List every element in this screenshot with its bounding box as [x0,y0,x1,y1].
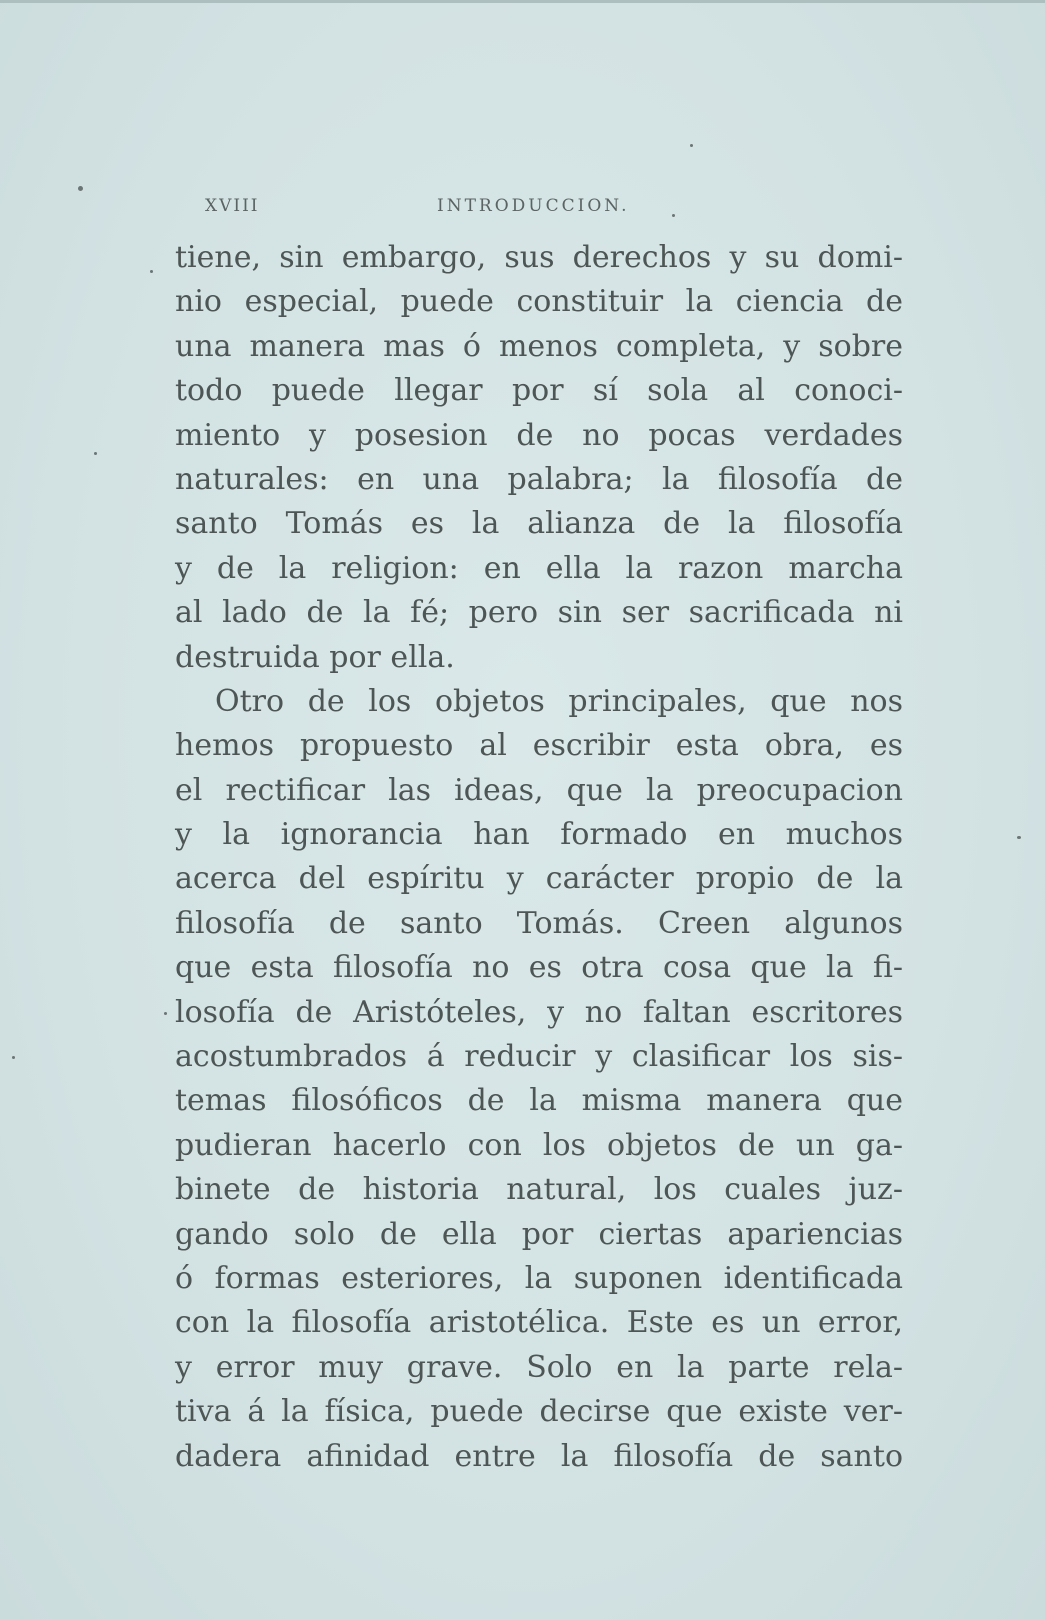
text-line: acerca del espíritu y carácter propio de la [175,861,903,897]
text-line: ó formas esteriores, la suponen identificada [175,1260,903,1296]
body-text [175,236,903,1479]
text-line: tiva á la física, puede decirse que existe ver- [175,1394,903,1430]
text-line: losofía de Aristóteles, y no faltan escritores [175,994,903,1030]
text-line: una manera mas ó menos completa, y sobre [175,328,903,364]
text-line: binete de historia natural, los cuales juz- [175,1172,903,1208]
text-line: destruida por ella. [175,639,455,675]
text-line: santo Tomás es la alianza de la filosofía [175,506,903,542]
text-line: gando solo de ella por ciertas apariencias [175,1216,903,1252]
text-line: pudieran hacerlo con los objetos de un ga- [175,1127,903,1163]
text-line: temas filosóficos de la misma manera que [175,1083,903,1119]
ink-speck [78,186,83,191]
text-line: todo puede llegar por sí sola al conoci- [175,373,903,409]
text-line: que esta filosofía no es otra cosa que la fi- [175,950,903,986]
paragraph-first-line: Otro de los objetos principales, que nos [215,683,903,719]
text-line: y error muy grave. Solo en la parte rela- [175,1349,903,1385]
ink-speck [1017,836,1021,839]
ink-speck [150,270,153,273]
text-line: filosofía de santo Tomás. Creen algunos [175,905,903,941]
text-line: con la filosofía aristotélica. Este es un error, [175,1305,903,1341]
page-top-edge [0,0,1045,3]
text-line: hemos propuesto al escribir esta obra, es [175,728,903,764]
text-line: el rectificar las ideas, que la preocupacion [175,772,903,808]
ink-speck [164,1012,167,1015]
text-line: nio especial, puede constituir la ciencia de [175,284,903,320]
text-line: y de la religion: en ella la razon marcha [175,550,903,586]
ink-speck [672,214,675,217]
ink-speck [12,1056,15,1059]
text-line: dadera afinidad entre la filosofía de santo [175,1438,903,1474]
ink-speck [94,452,97,455]
ink-speck [690,144,693,147]
text-line: tiene, sin embargo, sus derechos y su domi- [175,240,903,275]
text-line: naturales: en una palabra; la filosofía de [175,461,903,497]
page-header [205,196,685,224]
text-line: al lado de la fé; pero sin ser sacrificada ni [175,595,903,631]
running-head: INTRODUCCION. [437,196,630,216]
page-number: XVIII [205,196,260,216]
text-line: y la ignorancia han formado en muchos [175,817,903,853]
text-line: acostumbrados á reducir y clasificar los sis- [175,1039,903,1075]
text-line: miento y posesion de no pocas verdades [175,417,903,453]
